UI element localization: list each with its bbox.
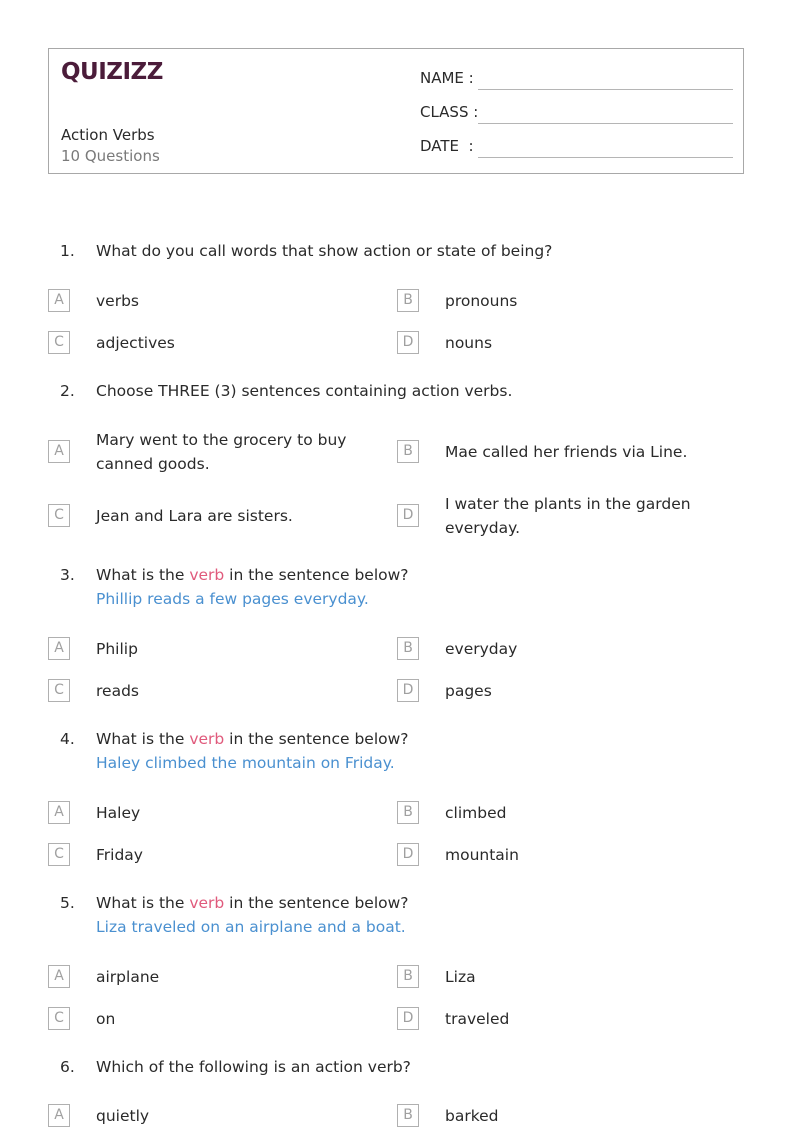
question-text	[96, 566, 409, 584]
highlighted-word: verb	[189, 894, 225, 912]
name-label: NAME :	[420, 69, 474, 87]
option-letter-box[interactable]: B	[397, 965, 419, 988]
option-text: on	[96, 1010, 116, 1028]
option-text: mountain	[445, 846, 519, 864]
option-letter-box[interactable]: A	[48, 801, 70, 824]
option-text: Mary went to the grocery to buy canned goods.	[96, 431, 347, 473]
option-text: Philip	[96, 640, 138, 658]
question-text: Which of the following is an action verb?	[96, 1058, 411, 1076]
highlighted-word: verb	[189, 566, 225, 584]
option-text: I water the plants in the garden everyday.	[445, 495, 691, 537]
worksheet-title: Action Verbs	[61, 126, 155, 144]
option-text: quietly	[96, 1107, 150, 1125]
option-text: everyday	[445, 640, 518, 658]
question-text-pre: What is the	[96, 894, 190, 912]
option-letter-box[interactable]: B	[397, 1104, 419, 1127]
option-letter-box[interactable]: A	[48, 965, 70, 988]
example-sentence: Phillip reads a few pages everyday.	[96, 590, 369, 608]
option-text: Jean and Lara are sisters.	[96, 507, 293, 525]
option-text: adjectives	[96, 334, 175, 352]
option-text: airplane	[96, 968, 160, 986]
question-number: 5.	[60, 894, 75, 912]
option-letter-box[interactable]: C	[48, 679, 70, 702]
option-letter-box[interactable]: D	[397, 331, 419, 354]
date-field[interactable]	[478, 157, 733, 158]
question-number: 3.	[60, 566, 75, 584]
option-text: barked	[445, 1107, 499, 1125]
worksheet-header	[48, 48, 744, 174]
date-label: DATE :	[420, 137, 474, 155]
class-label: CLASS :	[420, 103, 479, 121]
option-letter-box[interactable]: B	[397, 440, 419, 463]
option-text: pages	[445, 682, 492, 700]
question-text-post: in the sentence below?	[224, 566, 409, 584]
option-letter-box[interactable]: C	[48, 504, 70, 527]
option-letter-box[interactable]: D	[397, 504, 419, 527]
question-text: Choose THREE (3) sentences containing action verbs.	[96, 382, 513, 400]
example-sentence: Haley climbed the mountain on Friday.	[96, 754, 395, 772]
question-text: What do you call words that show action or state of being?	[96, 242, 553, 260]
question-text-post: in the sentence below?	[224, 894, 409, 912]
question-text-pre: What is the	[96, 730, 190, 748]
option-text: traveled	[445, 1010, 510, 1028]
option-text: Liza	[445, 968, 476, 986]
class-field[interactable]	[478, 123, 733, 124]
question-text-post: in the sentence below?	[224, 730, 409, 748]
question-text-pre: What is the	[96, 566, 190, 584]
option-letter-box[interactable]: B	[397, 637, 419, 660]
question-text	[96, 730, 409, 748]
question-number: 6.	[60, 1058, 75, 1076]
option-letter-box[interactable]: B	[397, 801, 419, 824]
option-letter-box[interactable]: A	[48, 289, 70, 312]
question-number: 4.	[60, 730, 75, 748]
question-text	[96, 894, 409, 912]
option-text: climbed	[445, 804, 507, 822]
question-count: 10 Questions	[61, 147, 160, 165]
option-letter-box[interactable]: D	[397, 1007, 419, 1030]
option-letter-box[interactable]: A	[48, 440, 70, 463]
option-text: Mae called her friends via Line.	[445, 443, 688, 461]
option-text: Friday	[96, 846, 143, 864]
option-text: reads	[96, 682, 139, 700]
option-letter-box[interactable]: C	[48, 843, 70, 866]
option-text: nouns	[445, 334, 493, 352]
highlighted-word: verb	[189, 730, 225, 748]
option-letter-box[interactable]: D	[397, 843, 419, 866]
option-letter-box[interactable]: A	[48, 637, 70, 660]
question-number: 1.	[60, 242, 75, 260]
option-text: pronouns	[445, 292, 518, 310]
option-letter-box[interactable]: A	[48, 1104, 70, 1127]
option-letter-box[interactable]: C	[48, 1007, 70, 1030]
question-number: 2.	[60, 382, 75, 400]
name-field[interactable]	[478, 89, 733, 90]
option-letter-box[interactable]: B	[397, 289, 419, 312]
option-letter-box[interactable]: C	[48, 331, 70, 354]
quizizz-logo: QUIZIZZ	[61, 59, 163, 85]
option-letter-box[interactable]: D	[397, 679, 419, 702]
option-text: Haley	[96, 804, 141, 822]
option-text: verbs	[96, 292, 139, 310]
example-sentence: Liza traveled on an airplane and a boat.	[96, 918, 406, 936]
